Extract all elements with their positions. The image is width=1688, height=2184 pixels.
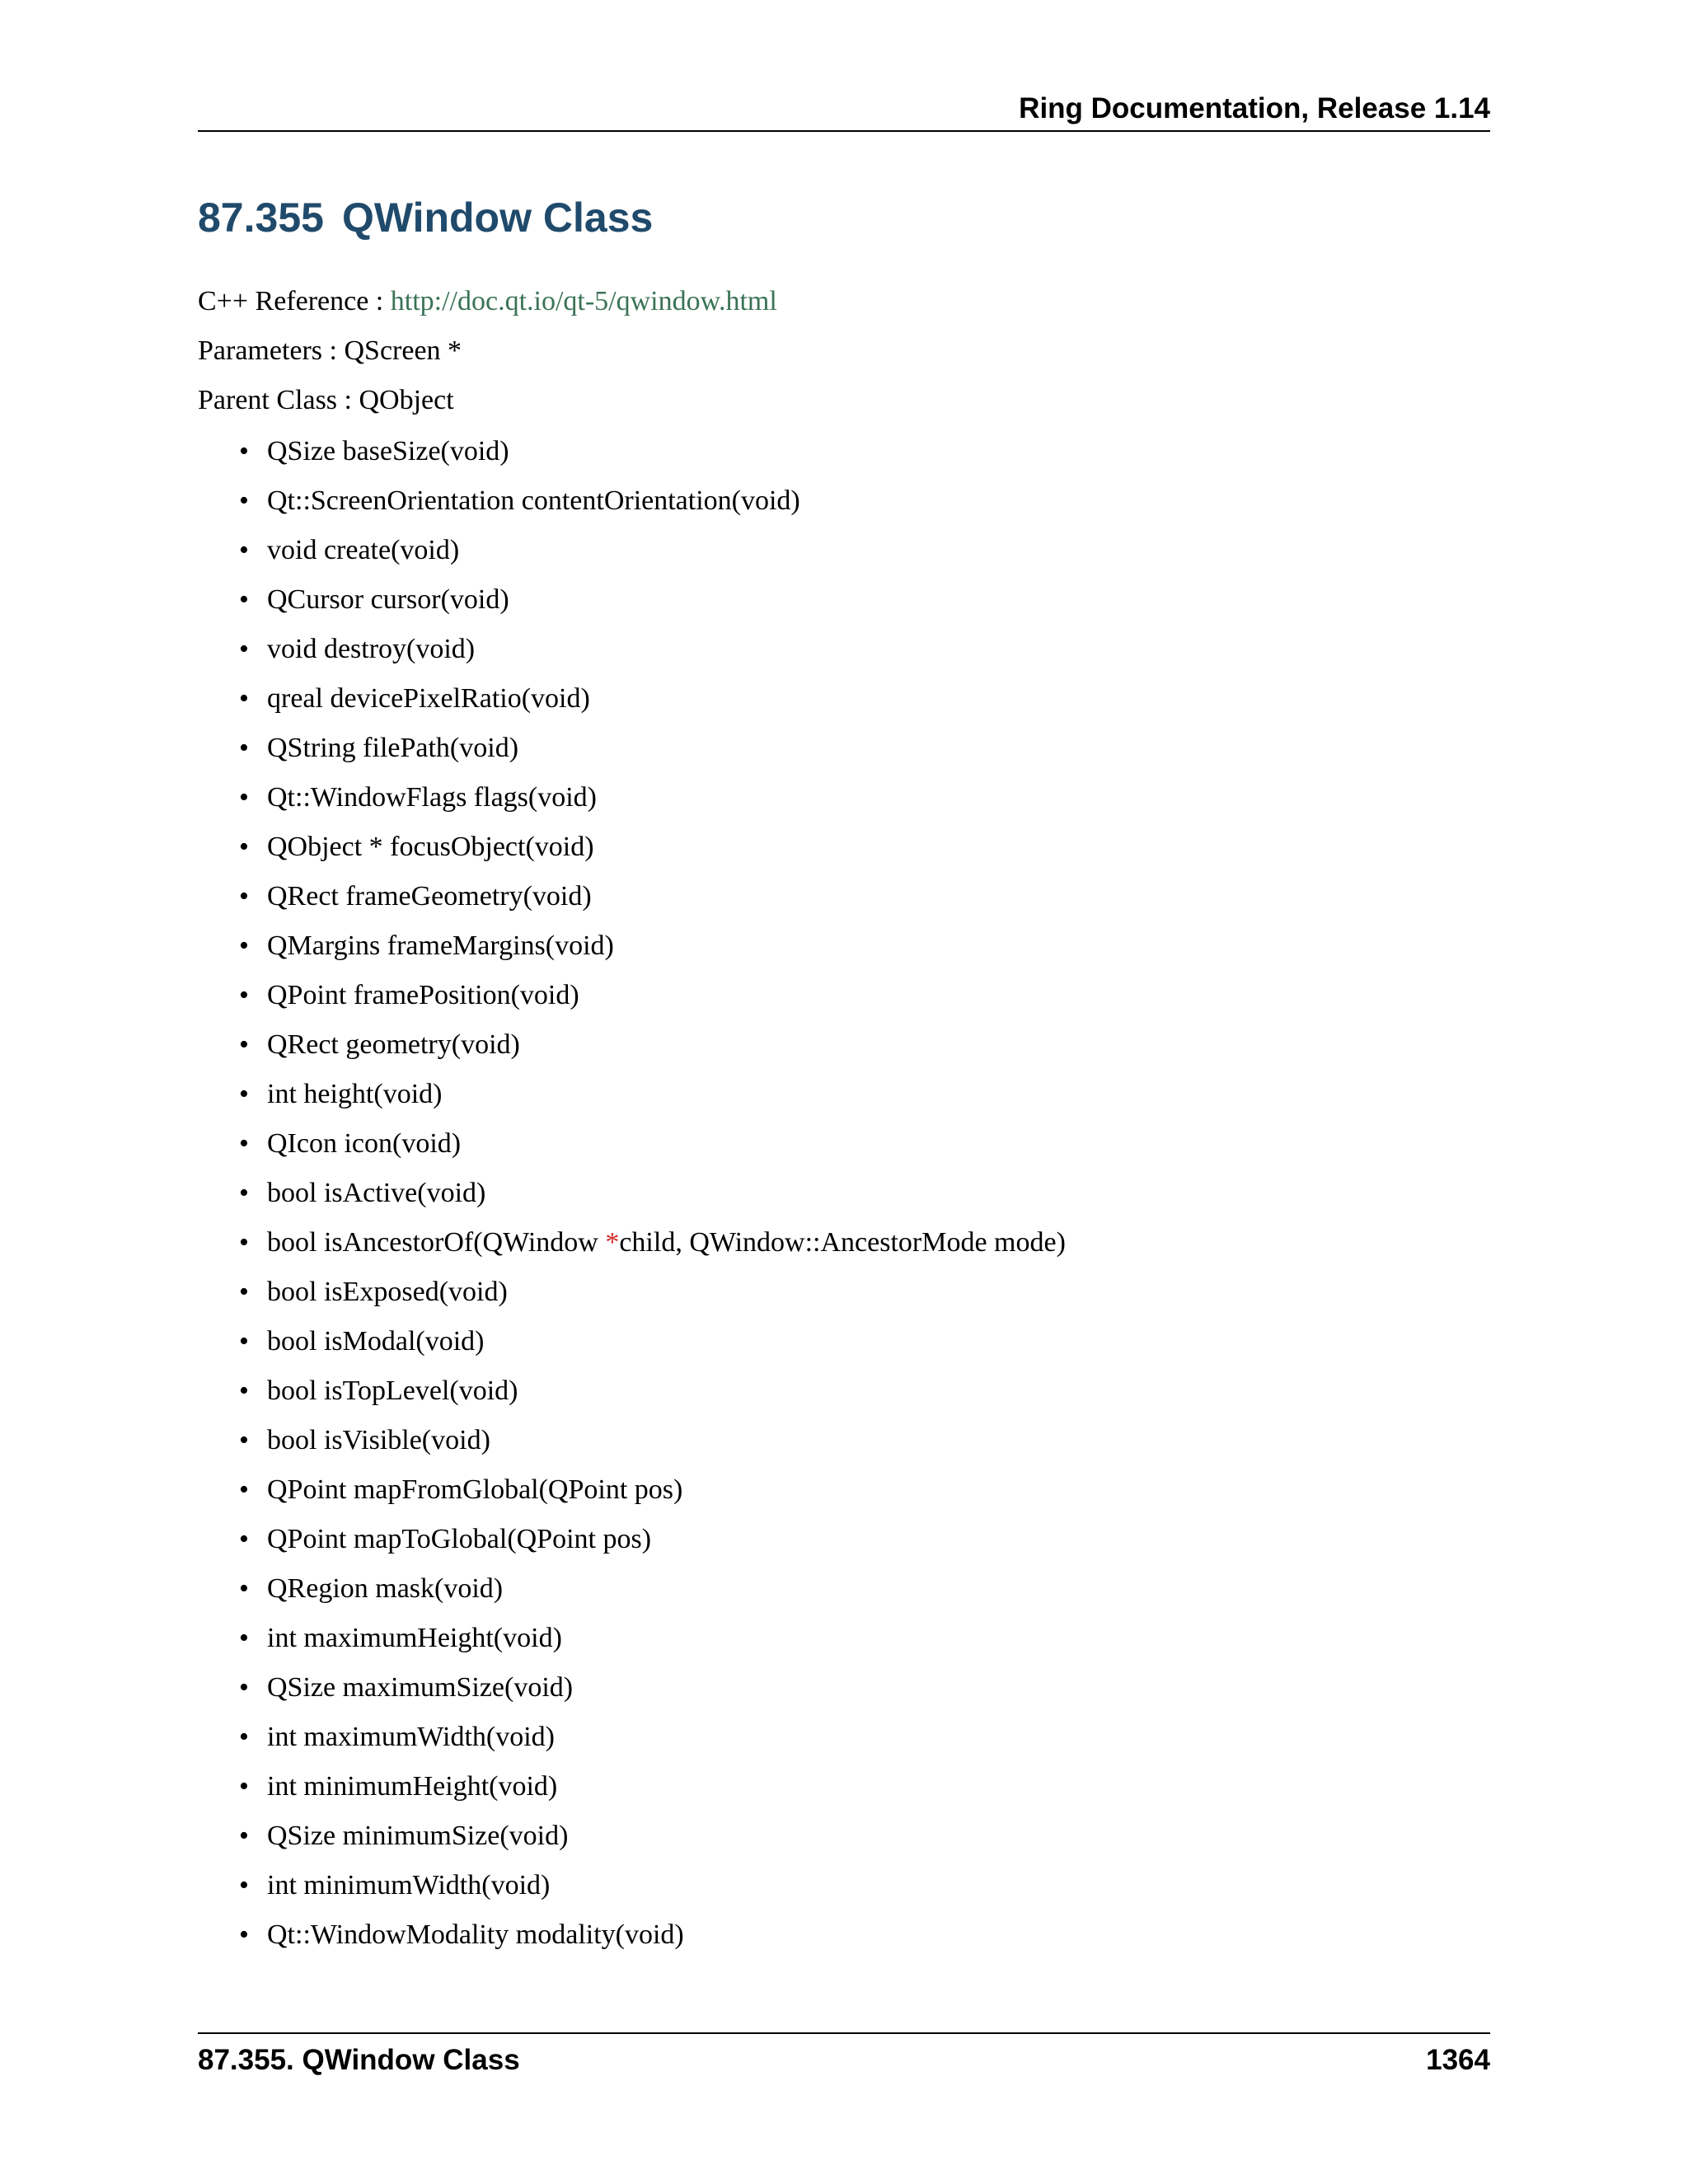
section-number: 87.355 <box>198 194 324 241</box>
bullet-icon: • <box>239 1821 249 1851</box>
bullet-icon: • <box>239 1623 249 1653</box>
method-item <box>198 1169 1066 1218</box>
method-signature: Qt::ScreenOrientation contentOrientation(void) <box>267 485 800 516</box>
method-signature: Qt::WindowModality modality(void) <box>267 1919 684 1950</box>
bullet-icon: • <box>239 1425 249 1455</box>
bullet-icon: • <box>239 881 249 912</box>
bullet-icon: • <box>239 584 249 615</box>
bullet-icon: • <box>239 535 249 565</box>
bullet-icon: • <box>239 1672 249 1703</box>
bullet-icon: • <box>239 1227 249 1258</box>
running-header <box>198 89 1490 132</box>
bullet-icon: • <box>239 1029 249 1060</box>
method-signature: QRect frameGeometry(void) <box>267 881 592 912</box>
bullet-icon: • <box>239 733 249 763</box>
running-footer <box>198 2032 1490 2083</box>
method-item <box>198 1663 1066 1713</box>
method-signature: bool isAncestorOf(QWindow *child, QWindow::AncestorMode mode) <box>267 1227 1066 1258</box>
method-signature: QSize minimumSize(void) <box>267 1821 569 1851</box>
method-signature: QPoint mapFromGlobal(QPoint pos) <box>267 1474 683 1505</box>
bullet-icon: • <box>239 1870 249 1900</box>
bullet-icon: • <box>239 980 249 1010</box>
pointer-star: * <box>605 1227 620 1258</box>
method-item <box>198 476 1066 526</box>
method-item <box>198 1910 1066 1960</box>
method-signature: bool isTopLevel(void) <box>267 1376 518 1406</box>
page-number: 1364 <box>1426 2044 1490 2076</box>
method-item <box>198 1366 1066 1416</box>
cpp-reference-line <box>198 284 777 320</box>
method-item <box>198 971 1066 1020</box>
method-signature: QRect geometry(void) <box>267 1029 520 1060</box>
method-signature: int minimumHeight(void) <box>267 1771 558 1802</box>
method-item <box>198 872 1066 921</box>
bullet-icon: • <box>239 1178 249 1208</box>
method-item <box>198 1564 1066 1614</box>
method-signature: int minimumWidth(void) <box>267 1870 551 1900</box>
method-item <box>198 921 1066 971</box>
bullet-icon: • <box>239 1277 249 1307</box>
document-title: Ring Documentation, Release 1.14 <box>1019 92 1490 124</box>
bullet-icon: • <box>239 1524 249 1554</box>
method-item <box>198 625 1066 674</box>
method-item <box>198 823 1066 872</box>
method-item <box>198 1119 1066 1169</box>
method-signature: bool isVisible(void) <box>267 1425 490 1455</box>
method-signature: QCursor cursor(void) <box>267 584 509 615</box>
bullet-icon: • <box>239 1128 249 1159</box>
footer-section-title: 87.355. QWindow Class <box>198 2044 520 2076</box>
method-item <box>198 1811 1066 1861</box>
method-signature: qreal devicePixelRatio(void) <box>267 683 590 714</box>
method-signature: QMargins frameMargins(void) <box>267 930 614 961</box>
method-signature: QString filePath(void) <box>267 733 519 763</box>
method-item <box>198 1515 1066 1564</box>
method-item <box>198 1317 1066 1366</box>
method-item <box>198 575 1066 625</box>
bullet-icon: • <box>239 1376 249 1406</box>
method-signature: void destroy(void) <box>267 634 476 664</box>
bullet-icon: • <box>239 436 249 466</box>
method-item <box>198 526 1066 575</box>
method-signature: QSize baseSize(void) <box>267 436 509 466</box>
method-item <box>198 1218 1066 1268</box>
method-item <box>198 724 1066 773</box>
bullet-icon: • <box>239 1919 249 1950</box>
method-signature: bool isExposed(void) <box>267 1277 508 1307</box>
parent-class-line: Parent Class : QObject <box>198 385 454 415</box>
method-signature: QIcon icon(void) <box>267 1128 462 1159</box>
bullet-icon: • <box>239 782 249 813</box>
bullet-icon: • <box>239 634 249 664</box>
cpp-reference-link[interactable]: http://doc.qt.io/qt-5/qwindow.html <box>390 286 777 316</box>
bullet-icon: • <box>239 930 249 961</box>
bullet-icon: • <box>239 832 249 862</box>
bullet-icon: • <box>239 1079 249 1109</box>
method-item <box>198 1713 1066 1762</box>
method-item <box>198 773 1066 823</box>
method-signature: QPoint framePosition(void) <box>267 980 579 1010</box>
method-item <box>198 1861 1066 1910</box>
method-item <box>198 1268 1066 1317</box>
method-signature: int height(void) <box>267 1079 443 1109</box>
bullet-icon: • <box>239 485 249 516</box>
method-item <box>198 1020 1066 1070</box>
parameters-line: Parameters : QScreen * <box>198 335 462 366</box>
method-item <box>198 1465 1066 1515</box>
bullet-icon: • <box>239 1326 249 1357</box>
bullet-icon: • <box>239 1573 249 1604</box>
method-signature: bool isModal(void) <box>267 1326 485 1357</box>
bullet-icon: • <box>239 683 249 714</box>
method-item <box>198 674 1066 724</box>
method-signature: Qt::WindowFlags flags(void) <box>267 782 597 813</box>
bullet-icon: • <box>239 1771 249 1802</box>
method-item <box>198 1416 1066 1465</box>
method-signature: QObject * focusObject(void) <box>267 832 594 862</box>
method-signature: QPoint mapToGlobal(QPoint pos) <box>267 1524 652 1554</box>
method-signature: bool isActive(void) <box>267 1178 486 1208</box>
method-signature: QRegion mask(void) <box>267 1573 504 1604</box>
method-list <box>198 427 1066 1960</box>
section-heading <box>198 191 653 244</box>
method-signature: int maximumHeight(void) <box>267 1623 562 1653</box>
section-title: QWindow Class <box>341 194 654 241</box>
method-signature: QSize maximumSize(void) <box>267 1672 574 1703</box>
method-item <box>198 427 1066 476</box>
method-item <box>198 1614 1066 1663</box>
method-item <box>198 1070 1066 1119</box>
bullet-icon: • <box>239 1722 249 1752</box>
cpp-reference-label: C++ Reference : <box>198 286 391 316</box>
bullet-icon: • <box>239 1474 249 1505</box>
method-item <box>198 1762 1066 1811</box>
method-signature: int maximumWidth(void) <box>267 1722 555 1752</box>
method-signature: void create(void) <box>267 535 460 565</box>
